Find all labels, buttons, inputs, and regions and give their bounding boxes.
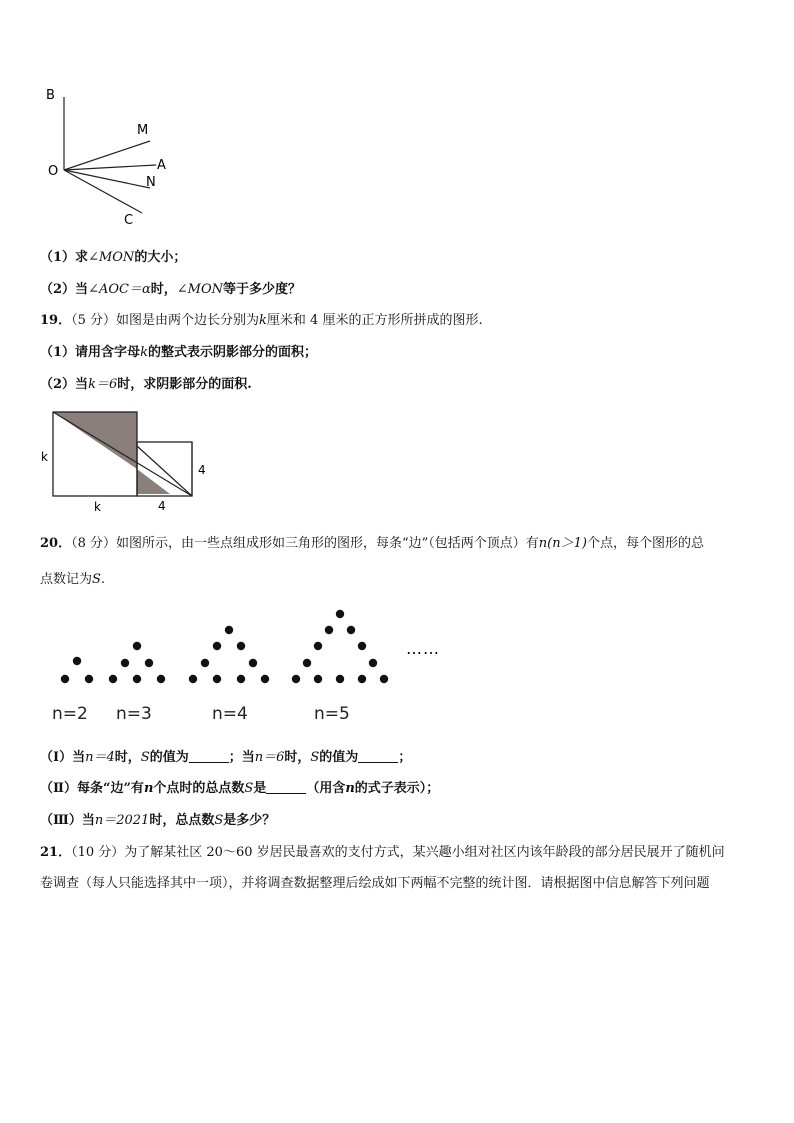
q21-stem-line2: 卷调查（每人只能选择其中一项），并将调查数据整理后绘成如下两幅不完整的统计图．请根据图中信息解答下列问题 (40, 876, 710, 891)
triangle-n3 (109, 642, 165, 683)
answer-blank[interactable] (189, 750, 229, 763)
label-N: N (146, 175, 156, 190)
label-A: A (157, 158, 166, 173)
q20-part1: （Ⅰ）当n＝4时，S的值为 ；当n＝6时，S的值为 ； (40, 750, 412, 765)
side-k-left: k (41, 450, 48, 464)
q20-stem-line1: 20．（8 分）如图所示，由一些点组成形如三角形的图形，每条“边”（包括两个顶点）有n(n＞1)个点，每个图形的总 (40, 536, 704, 551)
q20-part2: （Ⅱ）每条“边”有n个点时的总点数S是 （用含n的式子表示）； (40, 781, 440, 796)
q19-part2: （2）当k＝6时，求阴影部分的面积. (40, 377, 252, 392)
ellipsis: …… (406, 639, 440, 658)
side-4-bottom: 4 (158, 499, 166, 513)
label-O: O (48, 164, 59, 179)
q18-part2: （2）当∠AOC＝α时，∠MON等于多少度？ (40, 282, 302, 297)
triangle-n2 (61, 657, 93, 683)
triangle-n4 (189, 626, 269, 683)
answer-blank[interactable] (358, 750, 398, 763)
label-n5: n=5 (314, 704, 350, 724)
q20-stem-line2: 点数记为S. (40, 572, 106, 587)
squares-figure (36, 406, 226, 518)
q18-part1: （1）求∠MON的大小； (40, 250, 187, 265)
q19-part1: （1）请用含字母k的整式表示阴影部分的面积； (40, 345, 317, 360)
side-4-right: 4 (198, 463, 206, 477)
label-M: M (137, 123, 149, 138)
label-n3: n=3 (116, 704, 152, 724)
q20-part3: （Ⅲ）当n＝2021时，总点数S是多少？ (40, 813, 276, 828)
triangle-n5 (292, 610, 388, 683)
q21-stem-line1: 21．（10 分）为了解某社区 20～60 岁居民最喜欢的支付方式，某兴趣小组对社区内该年龄段的部分居民展开了随机问 (40, 845, 725, 860)
label-B: B (46, 88, 55, 103)
q19-stem: 19．（5 分）如图是由两个边长分别为k厘米和 4 厘米的正方形所拼成的图形. (40, 313, 483, 328)
dot-triangles-figure (50, 604, 470, 694)
label-C: C (124, 213, 134, 228)
side-k-bottom: k (94, 500, 101, 514)
answer-blank[interactable] (266, 781, 306, 794)
angle-figure (40, 85, 180, 230)
label-n2: n=2 (52, 704, 88, 724)
label-n4: n=4 (212, 704, 248, 724)
